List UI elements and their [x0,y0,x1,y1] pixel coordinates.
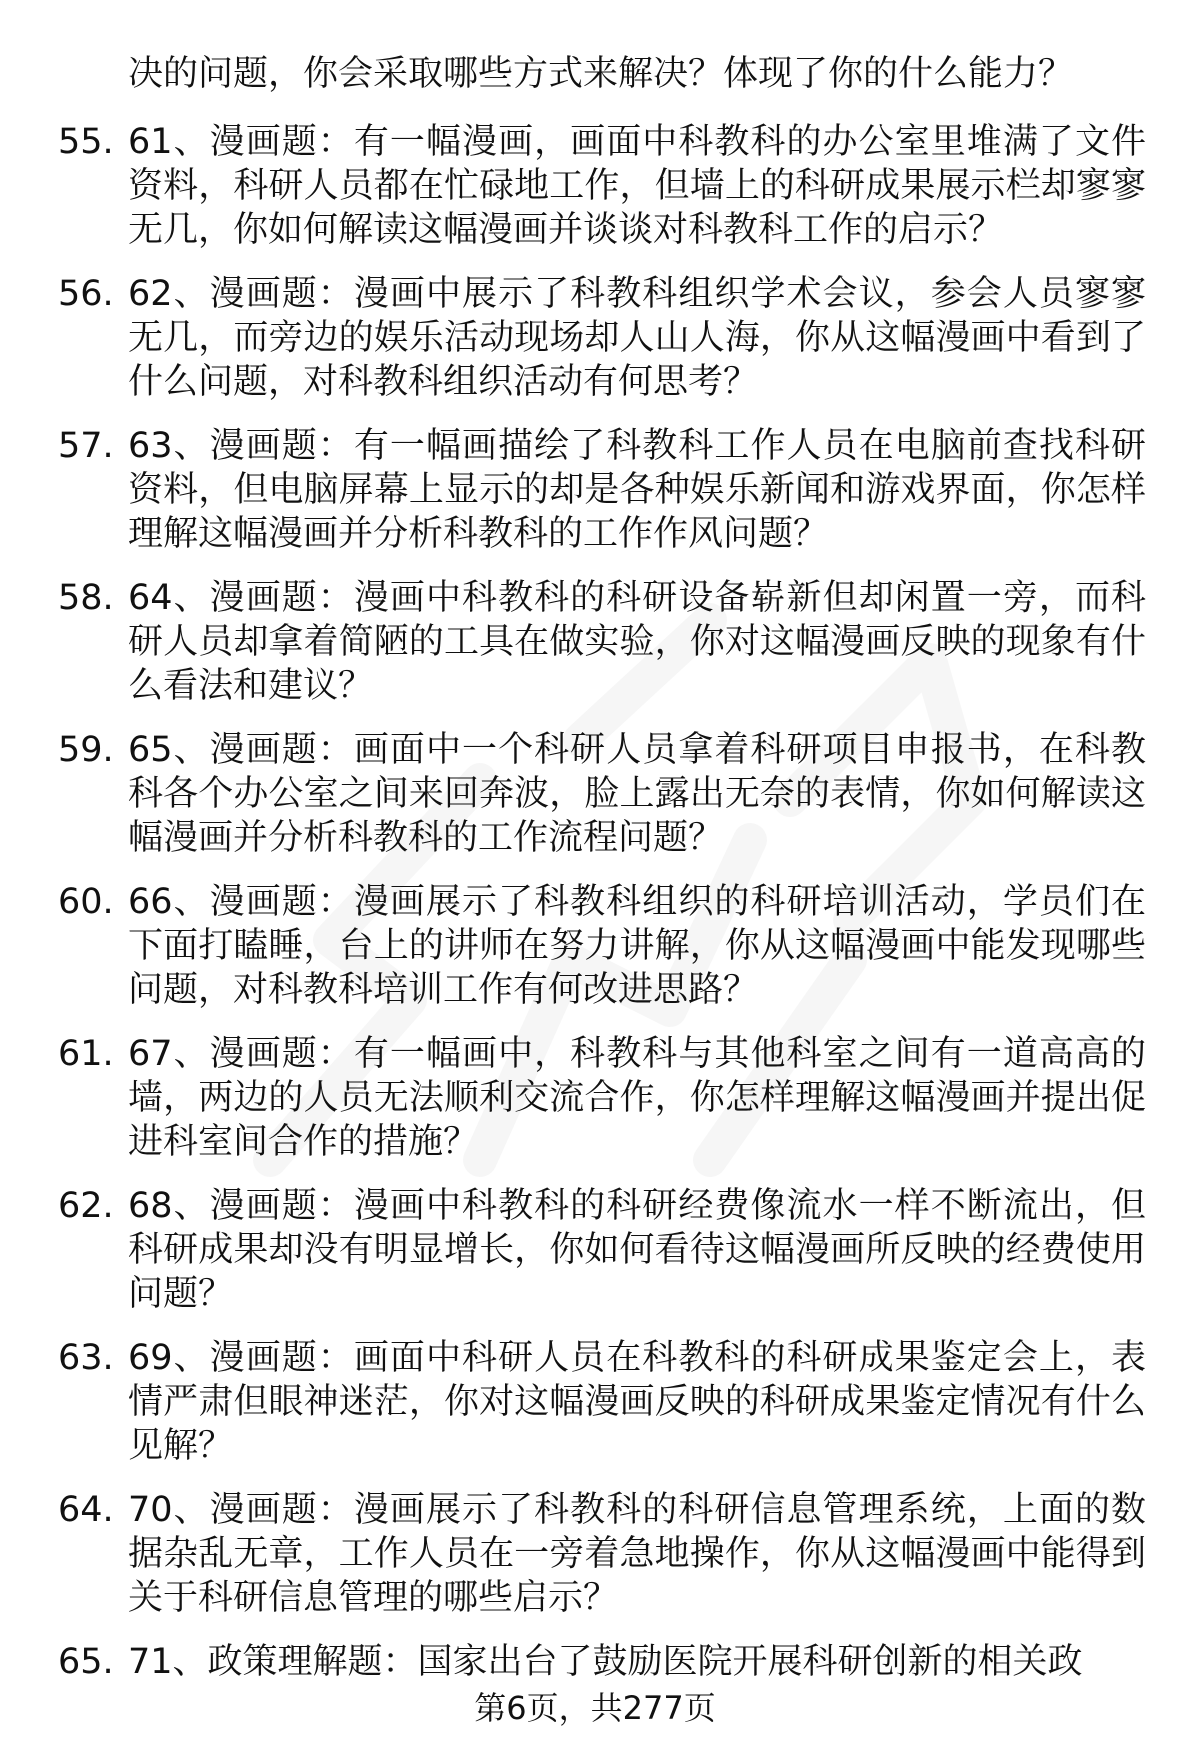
list-item [0,728,1190,860]
list-item [0,1640,1190,1684]
item-number: 61. [58,1034,114,1074]
list-item [0,120,1190,252]
list-item [0,1032,1190,1164]
item-number: 58. [58,578,114,618]
list-item [0,1336,1190,1468]
item-number: 59. [58,730,114,770]
item-number: 57. [58,426,114,466]
continuation-line: 决的问题，你会采取哪些方式来解决？体现了你的什么能力？ [128,54,1074,94]
item-text: 68、漫画题：漫画中科教科的科研经费像流水一样不断流出，但科研成果却没有明显增长，你如何看待这幅漫画所反映的经费使用问题？ [128,1186,1146,1314]
item-text: 62、漫画题：漫画中展示了科教科组织学术会议，参会人员寥寥无几，而旁边的娱乐活动现场却人山人海，你从这幅漫画中看到了什么问题，对科教科组织活动有何思考？ [128,274,1146,402]
list-item [0,424,1190,556]
item-number: 65. [58,1642,114,1682]
item-text: 67、漫画题：有一幅画中，科教科与其他科室之间有一道高高的墙，两边的人员无法顺利交流合作，你怎样理解这幅漫画并提出促进科室间合作的措施？ [128,1034,1146,1162]
item-number: 55. [58,122,114,162]
item-text: 66、漫画题：漫画展示了科教科组织的科研培训活动，学员们在下面打瞌睡，台上的讲师在努力讲解，你从这幅漫画中能发现哪些问题，对科教科培训工作有何改进思路？ [128,882,1146,1010]
item-text: 71、政策理解题：国家出台了鼓励医院开展科研创新的相关政 [128,1642,1083,1682]
item-text: 69、漫画题：画面中科研人员在科教科的科研成果鉴定会上，表情严肃但眼神迷茫，你对这幅漫画反映的科研成果鉴定情况有什么见解？ [128,1338,1146,1466]
item-text: 70、漫画题：漫画展示了科教科的科研信息管理系统，上面的数据杂乱无章，工作人员在一旁着急地操作，你从这幅漫画中能得到关于科研信息管理的哪些启示？ [128,1490,1146,1618]
page-footer: 第6页，共277页 [474,1689,716,1727]
item-number: 60. [58,882,114,922]
list-item [0,880,1190,1012]
item-text: 65、漫画题：画面中一个科研人员拿着科研项目申报书，在科教科各个办公室之间来回奔波，脸上露出无奈的表情，你如何解读这幅漫画并分析科教科的工作流程问题？ [128,730,1146,858]
item-text: 63、漫画题：有一幅画描绘了科教科工作人员在电脑前查找科研资料，但电脑屏幕上显示的却是各种娱乐新闻和游戏界面，你怎样理解这幅漫画并分析科教科的工作作风问题？ [128,426,1146,554]
list-item [0,272,1190,404]
question-list [0,120,1190,1704]
list-item [0,1184,1190,1316]
item-number: 62. [58,1186,114,1226]
item-number: 63. [58,1338,114,1378]
list-item [0,576,1190,708]
item-number: 64. [58,1490,114,1530]
item-text: 61、漫画题：有一幅漫画，画面中科教科的办公室里堆满了文件资料，科研人员都在忙碌地工作，但墙上的科研成果展示栏却寥寥无几，你如何解读这幅漫画并谈谈对科教科工作的启示？ [128,122,1146,250]
list-item [0,1488,1190,1620]
item-number: 56. [58,274,114,314]
item-text: 64、漫画题：漫画中科教科的科研设备崭新但却闲置一旁，而科研人员却拿着简陋的工具在做实验，你对这幅漫画反映的现象有什么看法和建议？ [128,578,1146,706]
